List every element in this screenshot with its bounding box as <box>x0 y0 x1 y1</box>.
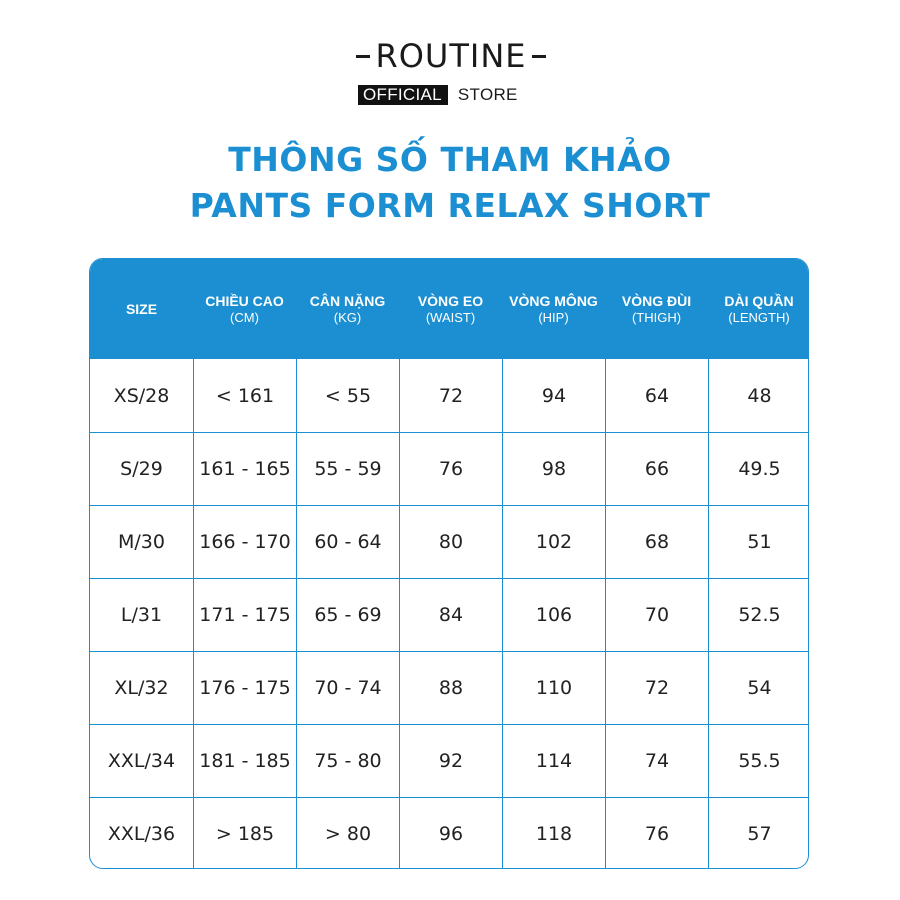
table-cell: 57 <box>708 798 809 869</box>
table-cell: 74 <box>605 725 708 797</box>
table-cell: 106 <box>502 579 605 651</box>
logo-bar-right <box>532 55 546 58</box>
table-cell: 96 <box>399 798 502 869</box>
table-cell: 118 <box>502 798 605 869</box>
page-title: THÔNG SỐ THAM KHẢO <box>228 140 672 179</box>
table-cell: 48 <box>708 359 809 432</box>
table-cell: 64 <box>605 359 708 432</box>
table-cell: XL/32 <box>114 677 169 699</box>
table-cell: < 55 <box>296 359 399 432</box>
header-cell-height: CHIỀU CAO (CM) <box>205 292 284 325</box>
table-cell: 70 - 74 <box>296 652 399 724</box>
table-cell: 66 <box>605 433 708 505</box>
table-cell: S/29 <box>120 458 163 480</box>
table-row <box>90 797 809 869</box>
logo-bar-left <box>356 55 370 58</box>
table-row <box>90 651 809 724</box>
header-cell-thigh: VÒNG ĐÙI (THIGH) <box>621 292 692 325</box>
logo-wordmark-text: ROUTINE <box>375 37 527 75</box>
table-cell: > 185 <box>193 798 296 869</box>
table-cell: 98 <box>502 433 605 505</box>
table-cell: 75 - 80 <box>296 725 399 797</box>
header-cell-length: DÀI QUẦN (LENGTH) <box>724 292 794 325</box>
header-cell-size: SIZE <box>125 300 158 317</box>
table-cell: 171 - 175 <box>193 579 296 651</box>
header-cell-waist: VÒNG EO (WAIST) <box>417 292 484 325</box>
table-cell: 51 <box>708 506 809 578</box>
table-cell: 181 - 185 <box>193 725 296 797</box>
table-cell: 114 <box>502 725 605 797</box>
table-cell: L/31 <box>120 604 163 626</box>
logo-official-badge: OFFICIAL <box>358 85 448 105</box>
table-row <box>90 724 809 797</box>
table-cell: 72 <box>399 359 502 432</box>
table-header <box>90 259 809 359</box>
table-cell: 166 - 170 <box>193 506 296 578</box>
header-cell-hip: VÒNG MÔNG (HIP) <box>509 292 598 325</box>
table-cell: 54 <box>708 652 809 724</box>
table-cell: 68 <box>605 506 708 578</box>
table-cell: XXL/34 <box>107 750 176 772</box>
table-cell: 176 - 175 <box>193 652 296 724</box>
table-cell: 76 <box>605 798 708 869</box>
table-cell: 49.5 <box>708 433 809 505</box>
table-body <box>90 359 809 869</box>
table-cell: 70 <box>605 579 708 651</box>
table-cell: 72 <box>605 652 708 724</box>
table-cell: 88 <box>399 652 502 724</box>
table-cell: 60 - 64 <box>296 506 399 578</box>
logo-subtitle <box>358 84 518 106</box>
table-cell: 102 <box>502 506 605 578</box>
logo-wordmark <box>356 38 546 78</box>
table-cell: 94 <box>502 359 605 432</box>
table-cell: XXL/36 <box>107 823 176 845</box>
table-cell: M/30 <box>118 531 165 553</box>
brand-logo <box>356 38 546 108</box>
table-row <box>90 578 809 651</box>
page-subtitle: PANTS FORM RELAX SHORT <box>189 186 711 225</box>
table-cell: 92 <box>399 725 502 797</box>
table-cell: 55.5 <box>708 725 809 797</box>
table-cell: 80 <box>399 506 502 578</box>
table-cell: > 80 <box>296 798 399 869</box>
header-cell-weight: CÂN NẶNG (KG) <box>309 292 386 325</box>
table-row <box>90 359 809 432</box>
table-cell: 84 <box>399 579 502 651</box>
table-cell: 161 - 165 <box>193 433 296 505</box>
table-row <box>90 505 809 578</box>
table-cell: 55 - 59 <box>296 433 399 505</box>
size-chart-table <box>89 258 809 869</box>
table-cell: 110 <box>502 652 605 724</box>
table-row <box>90 432 809 505</box>
logo-store-label: STORE <box>457 85 518 104</box>
table-cell: 76 <box>399 433 502 505</box>
table-cell: 52.5 <box>708 579 809 651</box>
table-cell: < 161 <box>193 359 296 432</box>
table-cell: 65 - 69 <box>296 579 399 651</box>
table-cell: XS/28 <box>113 384 170 407</box>
